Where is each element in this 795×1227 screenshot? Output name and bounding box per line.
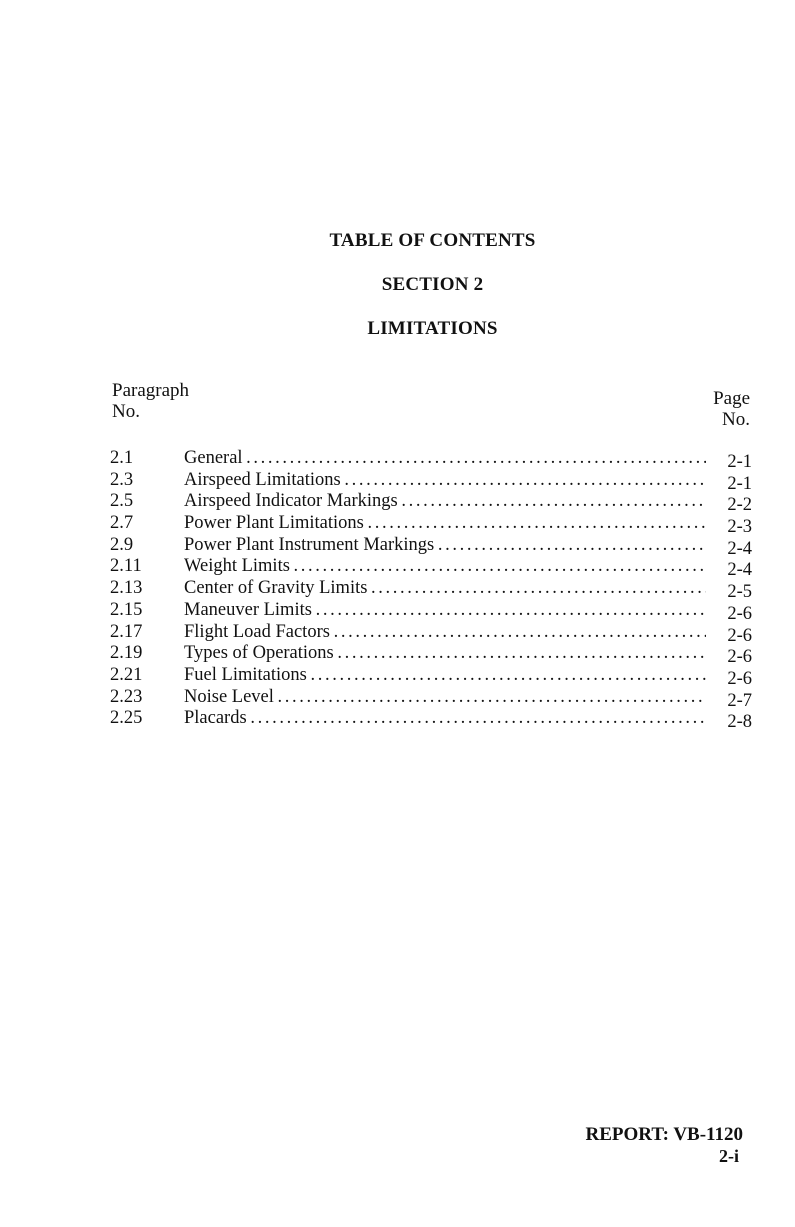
toc-entry-page: 2-5 <box>706 582 752 604</box>
toc-entry <box>110 513 752 538</box>
toc-entry <box>110 491 752 516</box>
toc-entry-title: General . . . <box>184 448 746 470</box>
toc-entry-page: 2-7 <box>706 691 752 713</box>
toc-entry <box>110 448 750 470</box>
toc-entry <box>110 578 752 603</box>
page-header-line1: Page <box>713 388 750 409</box>
toc-entry <box>110 470 750 492</box>
toc-entry-title: Weight Limits . . . <box>184 556 746 578</box>
toc-entry <box>110 535 750 557</box>
toc-entry-number: 2.25 <box>110 708 143 729</box>
paragraph-column-header <box>112 380 189 422</box>
toc-entry-page: 2-6 <box>706 669 752 691</box>
toc-entry-title: Maneuver Limits . . . <box>184 600 746 622</box>
toc-entry <box>110 665 750 687</box>
toc-entry-number: 2.9 <box>110 534 134 555</box>
report-number: REPORT: VB-1120 <box>585 1124 743 1145</box>
section-title: SECTION 2 <box>381 274 484 295</box>
toc-entry <box>110 643 752 668</box>
toc-entry-number: 2.17 <box>110 621 143 642</box>
toc-entry-number: 2.23 <box>110 686 143 707</box>
toc-entry-number: 2.21 <box>110 664 143 685</box>
page-header-line2: No. <box>722 409 750 430</box>
toc-entry-title: Power Plant Limitations . . . <box>184 513 746 535</box>
toc-entry-page: 2-6 <box>706 626 752 648</box>
toc-entry-title: Airspeed Indicator Markings . . . <box>184 491 746 513</box>
toc-entry-title: Center of Gravity Limits . . . <box>184 578 746 600</box>
toc-list <box>110 448 752 733</box>
paragraph-header-line2: No. <box>112 401 140 422</box>
page-number: 2-i <box>719 1146 739 1166</box>
toc-entry-number: 2.3 <box>110 469 134 490</box>
toc-entry <box>110 600 750 622</box>
toc-entry-title: Airspeed Limitations . . . <box>184 470 746 492</box>
toc-entry-number: 2.5 <box>110 491 134 512</box>
toc-entry-page: 2-1 <box>706 452 752 474</box>
toc-entry-page: 2-6 <box>706 604 752 626</box>
toc-entry <box>110 622 750 644</box>
toc-entry-title: Noise Level . . . <box>184 687 746 709</box>
toc-entry-number: 2.13 <box>110 578 143 599</box>
toc-entry-number: 2.19 <box>110 643 143 664</box>
toc-entry-page: 2-4 <box>706 560 752 582</box>
toc-entry <box>110 708 752 733</box>
page-column-header <box>700 388 750 430</box>
section-subject: LIMITATIONS <box>367 318 498 339</box>
paragraph-header-line1: Paragraph <box>112 380 190 401</box>
toc-entry-title: Placards . . . <box>184 708 746 730</box>
toc-entry-page: 2-8 <box>706 712 752 734</box>
toc-entry-title: Fuel Limitations . . . <box>184 665 746 687</box>
toc-entry-number: 2.15 <box>110 599 143 620</box>
toc-entry-title: Types of Operations . . . <box>184 643 746 665</box>
toc-title: TABLE OF CONTENTS <box>329 230 536 251</box>
toc-entry-title: Power Plant Instrument Markings . . . <box>184 535 746 557</box>
toc-entry-number: 2.11 <box>110 556 142 577</box>
toc-entry-title: Flight Load Factors . . . <box>184 622 746 644</box>
toc-entry <box>110 687 750 709</box>
toc-entry-page: 2-6 <box>706 647 752 669</box>
toc-entry-number: 2.1 <box>110 448 134 468</box>
toc-entry-page: 2-2 <box>706 495 752 517</box>
toc-entry-page: 2-4 <box>706 539 752 561</box>
toc-entry <box>110 556 752 581</box>
toc-entry-page: 2-3 <box>706 517 752 539</box>
toc-entry-page: 2-1 <box>706 474 752 496</box>
toc-entry-number: 2.7 <box>110 513 134 534</box>
